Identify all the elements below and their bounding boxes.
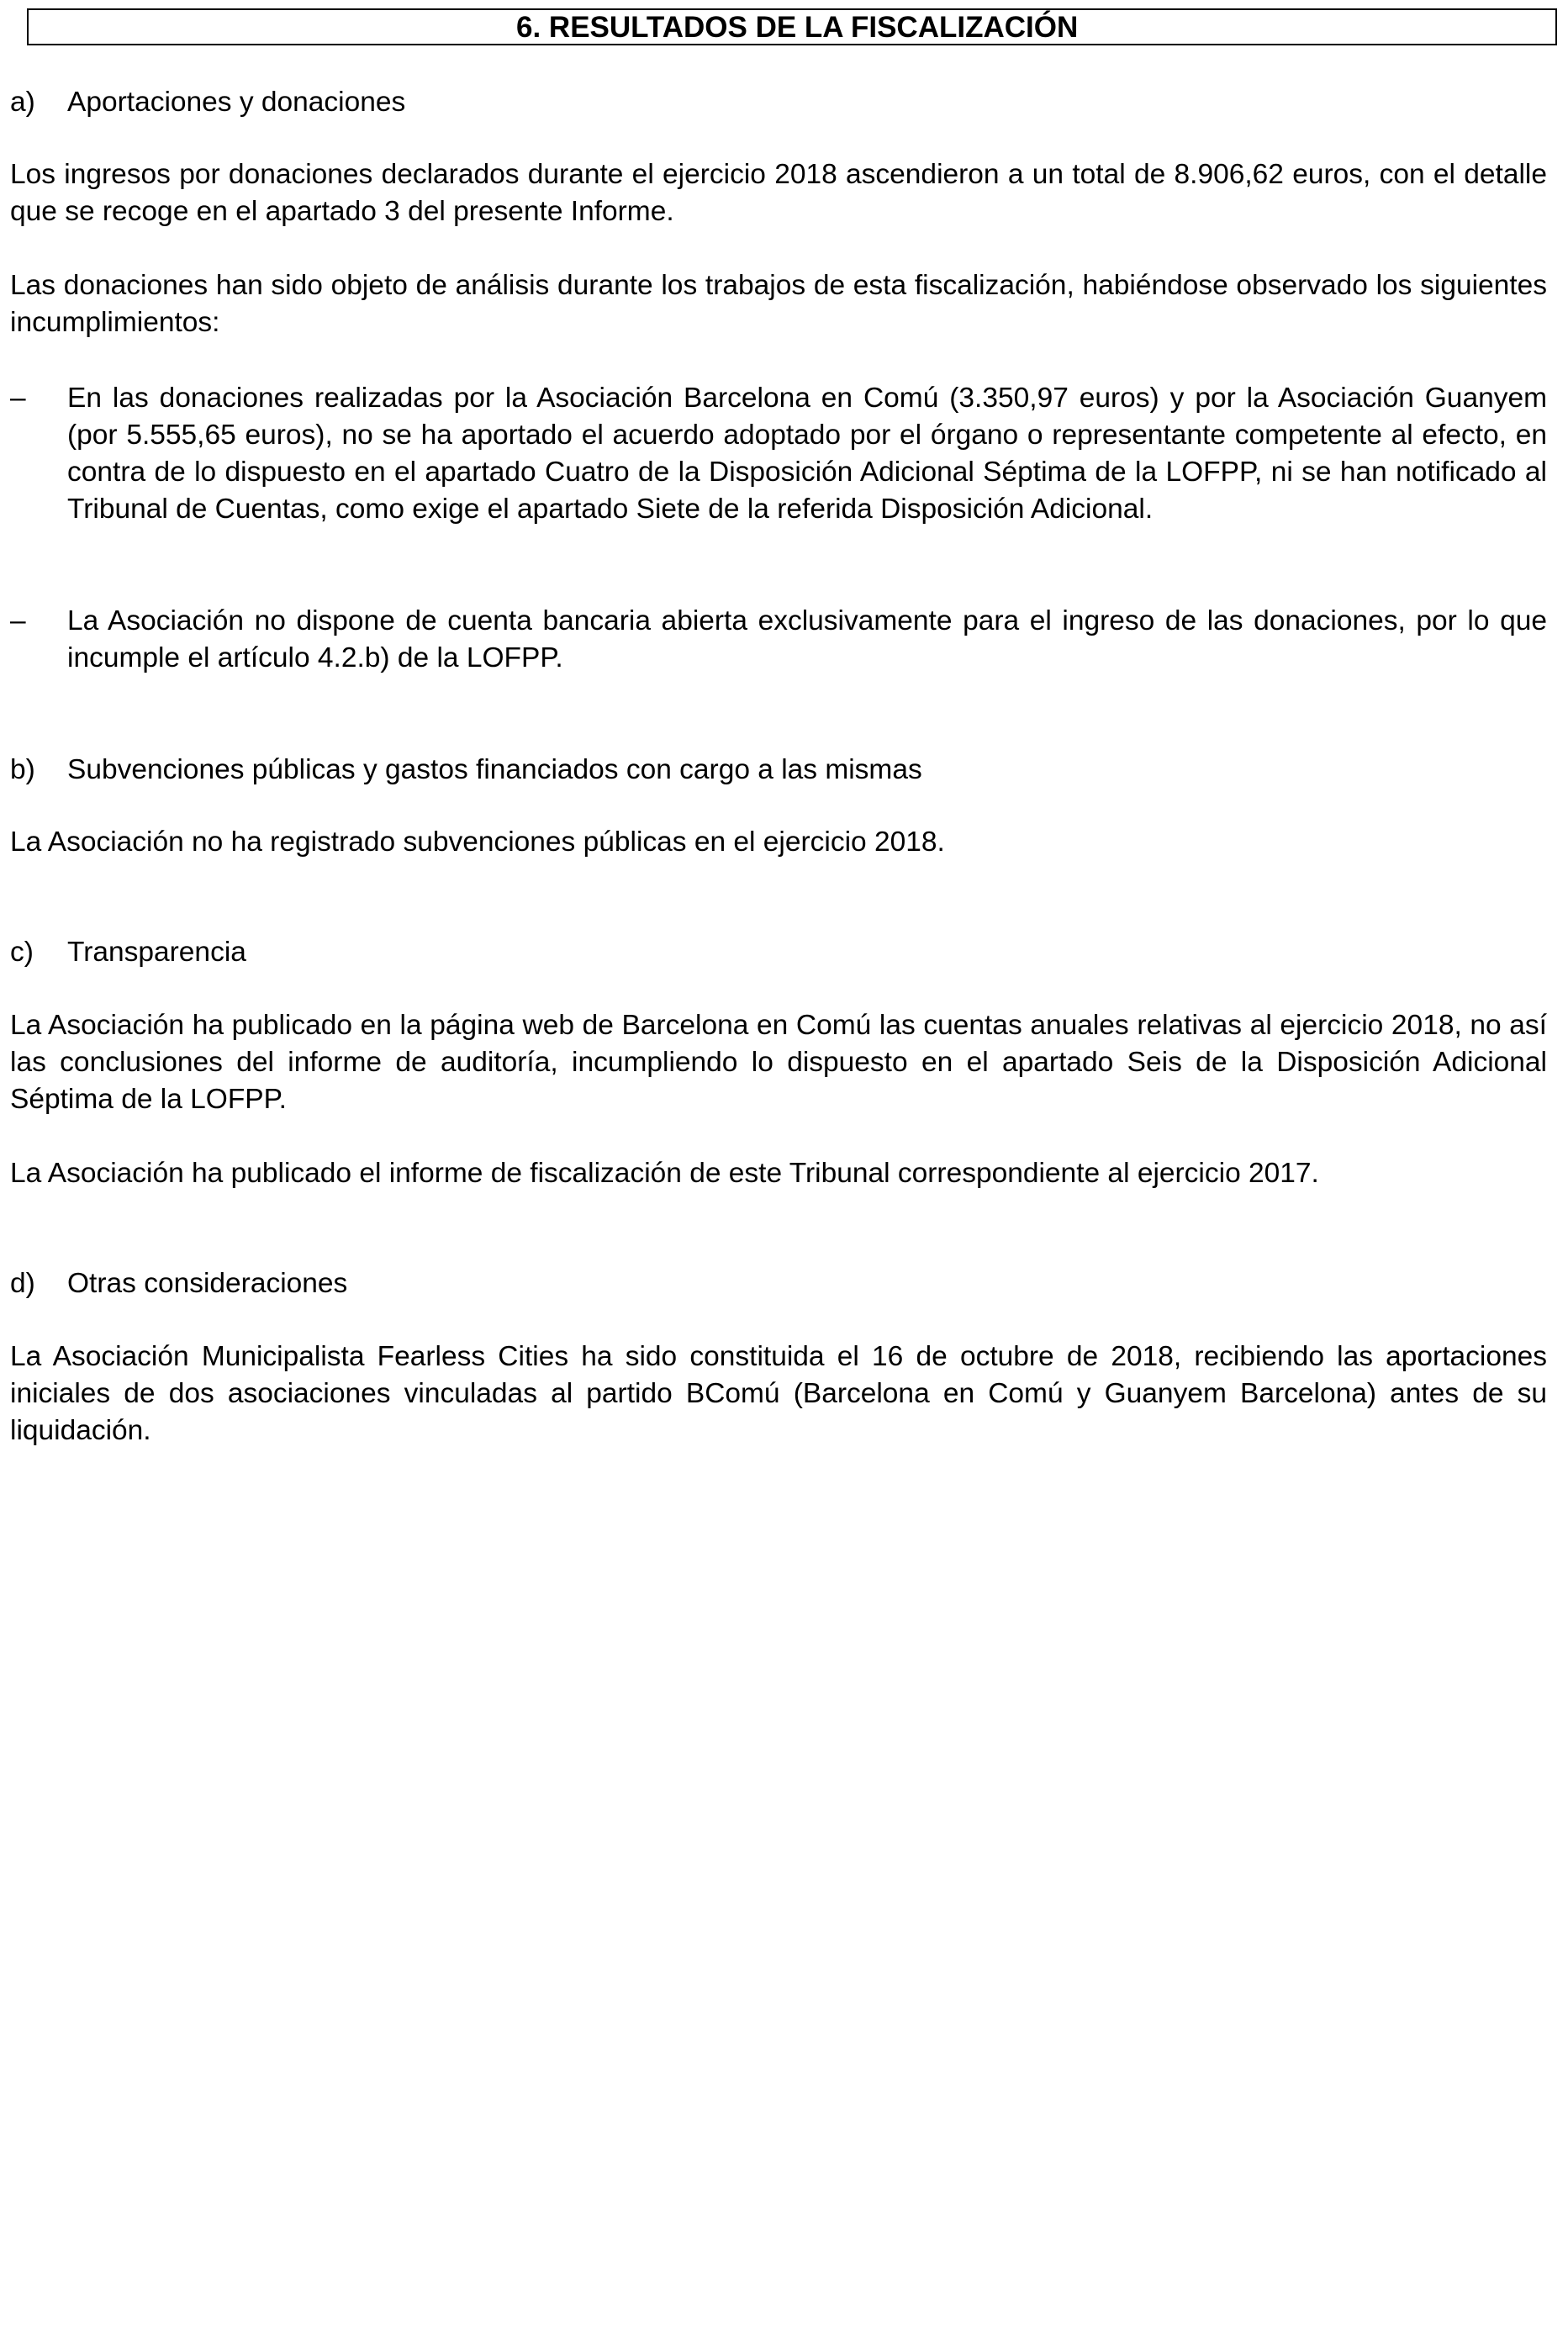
heading-a-text: Aportaciones y donaciones [67, 87, 406, 118]
bullet-text-2: La Asociación no dispone de cuenta bancaria abierta exclusivamente para el ingreso de las donaciones, por lo que incumple el artículo 4.2.b) de la LOFPP. [67, 605, 1547, 673]
bullet-item-1 [10, 380, 1547, 565]
heading-d-text: Otras consideraciones [67, 1268, 348, 1299]
paragraph-a-1: Los ingresos por donaciones declarados durante el ejercicio 2018 ascendieron a un total de 8.906,62 euros, con el detalle que se recoge en el apartado 3 del presente Informe. [10, 159, 1547, 227]
heading-d-letter: d) [10, 1268, 35, 1299]
paragraph-a-2: Las donaciones han sido objeto de análisis durante los trabajos de esta fiscalización, habiéndose observado los siguientes incumplimientos: [10, 270, 1547, 338]
bullet-text-1: En las donaciones realizadas por la Asociación Barcelona en Comú (3.350,97 euros) y por la Asociación Guanyem (por 5.555,65 euros), no se ha aportado el acuerdo adoptado por el órgano o representante competente al efecto, en contra de lo dispuesto en el apartado Cuatro de la Disposición Adicional Séptima de la LOFPP, ni se han notificado al Tribunal de Cuentas, como exige el apartado Siete de la referida Disposición Adicional. [67, 383, 1547, 525]
heading-c [10, 934, 246, 971]
paragraph-d-1: La Asociación Municipalista Fearless Cities ha sido constituida el 16 de octubre de 2018, recibiendo las aportaciones iniciales de dos asociaciones vinculadas al partido BComú (Barcelona en Comú y Guanyem Barcelona) antes de su liquidación. [10, 1341, 1547, 1446]
heading-b-letter: b) [10, 754, 35, 785]
bullet-dash: – [10, 605, 26, 636]
paragraph-c-2: La Asociación ha publicado el informe de fiscalización de este Tribunal correspondiente al ejercicio 2017. [10, 1158, 1319, 1189]
paragraph-c-1: La Asociación ha publicado en la página web de Barcelona en Comú las cuentas anuales relativas al ejercicio 2018, no así las conclusiones del informe de auditoría, incumpliendo lo dispuesto en el apartado Seis de la Disposición Adicional Séptima de la LOFPP. [10, 1010, 1547, 1115]
bullet-item-2 [10, 603, 1547, 677]
bullet-dash: – [10, 383, 26, 414]
heading-b-text: Subvenciones públicas y gastos financiados con cargo a las mismas [67, 754, 922, 785]
heading-a [10, 84, 405, 121]
paragraph-b-1: La Asociación no ha registrado subvenciones públicas en el ejercicio 2018. [10, 826, 945, 858]
heading-c-text: Transparencia [67, 937, 246, 968]
heading-c-letter: c) [10, 937, 34, 968]
section-title-box [27, 8, 1557, 45]
section-title: 6. RESULTADOS DE LA FISCALIZACIÓN [516, 11, 1079, 44]
heading-a-letter: a) [10, 87, 35, 118]
heading-b [10, 752, 922, 789]
heading-d [10, 1265, 347, 1302]
